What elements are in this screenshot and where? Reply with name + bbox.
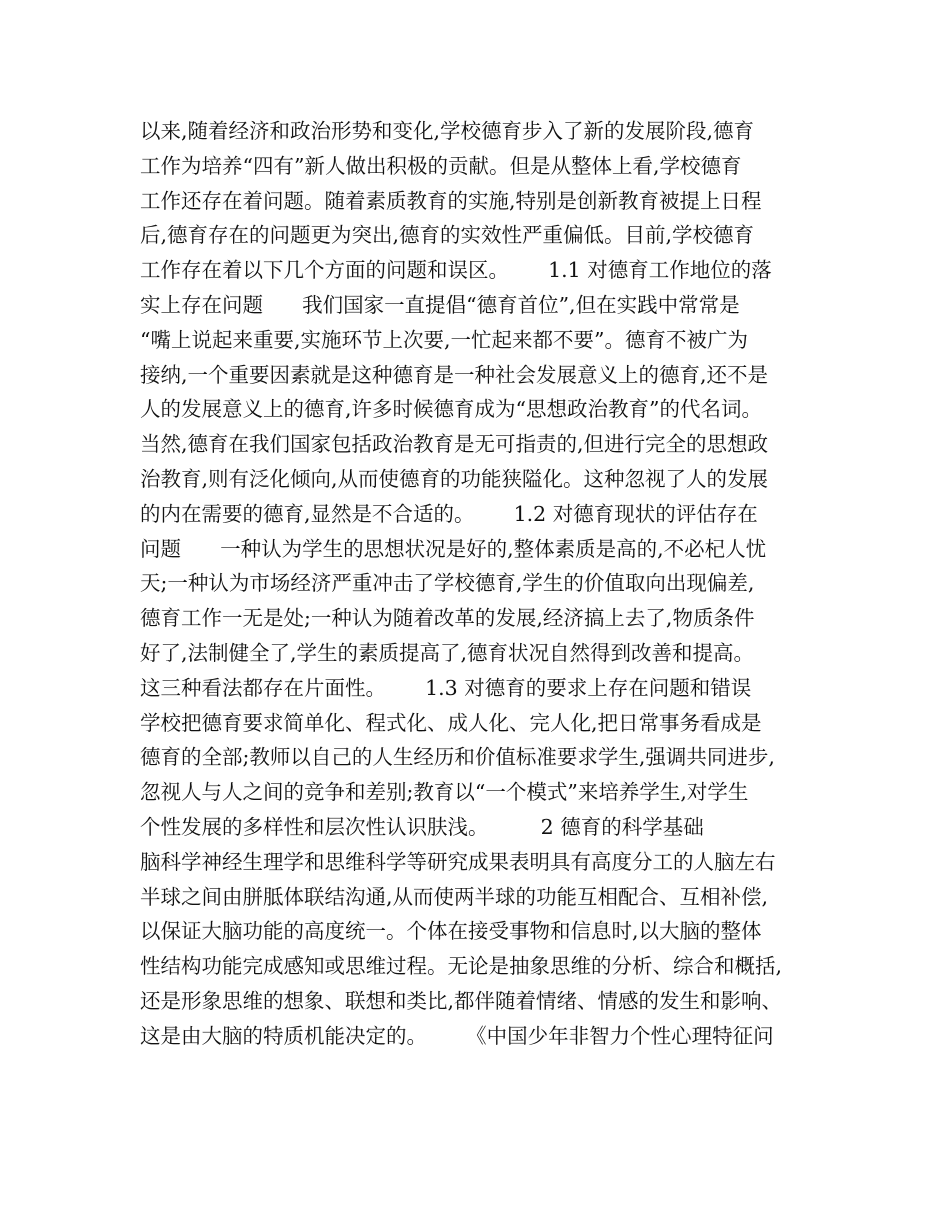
text-line: 性结构功能完成感知或思维过程。无论是抽象思维的分析、综合和概括, — [140, 954, 783, 979]
text-line: 忽视人与人之间的竞争和差别;教育以“一个模式”来培养学生,对学生 — [140, 780, 749, 805]
text-line: 这是由大脑的特质机能决定的。 《中国少年非智力个性心理特征问 — [140, 1023, 774, 1048]
text-line: 德育工作一无是处;一种认为随着改革的发展,经济搞上去了,物质条件 — [140, 606, 755, 631]
text-line: 半球之间由胼胝体联结沟通,从而使两半球的功能互相配合、互相补偿, — [140, 884, 769, 909]
text-line: 后,德育存在的问题更为突出,德育的实效性严重偏低。目前,学校德育 — [140, 223, 755, 248]
text-line: 人的发展意义上的德育,许多时候德育成为“思想政治教育”的代名词。 — [140, 397, 762, 422]
text-line: 实上存在问题 我们国家一直提倡“德育首位”,但在实践中常常是 — [140, 292, 740, 317]
text-line: 这三种看法都存在片面性。 1.3 对德育的要求上存在问题和错误 — [140, 675, 752, 700]
text-line: 还是形象思维的想象、联想和类比,都伴随着情绪、情感的发生和影响、 — [140, 988, 783, 1013]
text-line: 接纳,一个重要因素就是这种德育是一种社会发展意义上的德育,还不是 — [140, 362, 769, 387]
text-line: 工作还存在着问题。随着素质教育的实施,特别是创新教育被提上日程 — [140, 188, 762, 213]
text-line: 以保证大脑功能的高度统一。个体在接受事物和信息时,以大脑的整体 — [140, 919, 762, 944]
text-line: 学校把德育要求简单化、程式化、成人化、完人化,把日常事务看成是 — [140, 710, 762, 735]
text-line: 问题 一种认为学生的思想状况是好的,整体素质是高的,不必杞人忧 — [140, 536, 767, 561]
text-line: 治教育,则有泛化倾向,从而使德育的功能狭隘化。这种忽视了人的发展 — [140, 466, 769, 491]
text-line: 好了,法制健全了,学生的素质提高了,德育状况自然得到改善和提高。 — [140, 640, 755, 665]
text-line: 天;一种认为市场经济严重冲击了学校德育,学生的价值取向出现偏差, — [140, 571, 755, 596]
text-line: 的内在需要的德育,显然是不合适的。 1.2 对德育现状的评估存在 — [140, 501, 758, 526]
text-line: 德育的全部;教师以自己的人生经历和价值标准要求学生,强调共同进步, — [140, 745, 775, 770]
text-line: 以来,随着经济和政治形势和变化,学校德育步入了新的发展阶段,德育 — [140, 119, 755, 143]
text-line: 工作为培养“四有”新人做出积极的贡献。但是从整体上看,学校德育 — [140, 153, 742, 178]
text-line: 脑科学神经生理学和思维科学等研究成果表明具有高度分工的人脑左右 — [140, 849, 776, 874]
text-line: “嘴上说起来重要,实施环节上次要,一忙起来都不要”。德育不被广为 — [140, 327, 748, 352]
body-text — [140, 114, 830, 1054]
text-line: 当然,德育在我们国家包括政治教育是无可指责的,但进行完全的思想政 — [140, 432, 769, 457]
text-line: 工作存在着以下几个方面的问题和误区。 1.1 对德育工作地位的落 — [140, 258, 772, 283]
text-line: 个性发展的多样性和层次性认识肤浅。 2 德育的科学基础 — [140, 814, 704, 839]
